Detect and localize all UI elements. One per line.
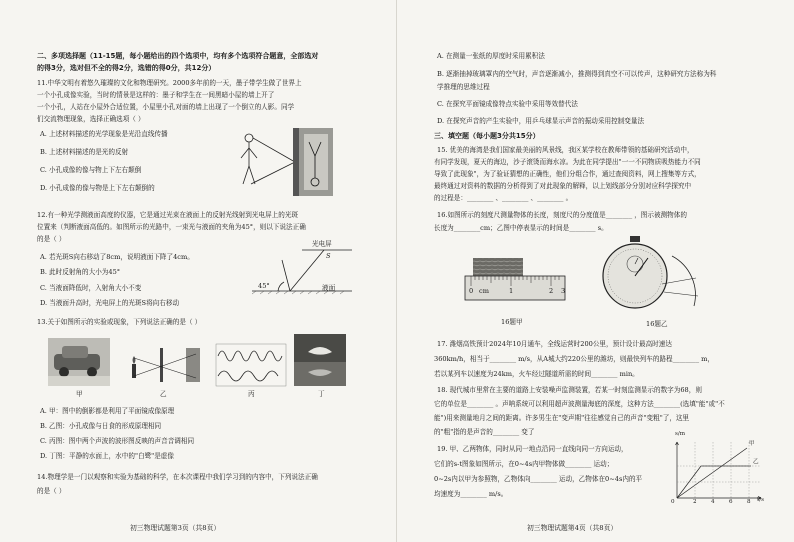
q13-option-c: C. 丙图：图中两个声波的波形图反映的声音音调相同 [40, 437, 195, 445]
fig16-ruler [465, 248, 575, 328]
fig16-ruler-label-2: 2 [549, 287, 554, 295]
q13-fig-b-image [126, 342, 204, 386]
fig12-surface-label: 液面 [322, 284, 336, 292]
fig19-tick-4: 4 [711, 499, 715, 505]
q11-stem-3: 一个小孔，人站在小屋外合适位置，小屋里小孔对面的墙上出现了一个倒立的人影。同学 [37, 103, 295, 111]
q11-stem-2: 一个小孔成像实验，当时的情景是这样的：墨子和学生在一间黑暗小屋的墙上开了 [37, 91, 275, 99]
q13-option-d: D. 丁图：平静的水面上，水中的"白鹭"是虚像 [40, 452, 174, 460]
section3-title: 三、填空题（每小题3分共15分） [434, 132, 540, 140]
right-page [397, 0, 794, 542]
fig19-x-axis-label: t/s [757, 497, 765, 503]
q13-option-b: B. 乙图：小孔成像与日食的形成原理相同 [40, 422, 162, 430]
fig13-label-d: 丁 [318, 390, 325, 398]
fig16-ruler-label-1: 1 [509, 287, 514, 295]
q12-option-a: A. 若光斑S向右移动了8cm，说明液面下降了4cm。 [40, 253, 194, 261]
fig16-caption-a: 16题甲 [501, 318, 523, 326]
q12-stem-3: 的是（ ） [37, 235, 66, 243]
q16-line-1: 16.如图所示的刻度尺测量物体的长度，刻度尺的分度值是________ ，图示被测物体的 [437, 211, 687, 219]
q13-fig-c-waves [216, 344, 286, 386]
fig19-tick-8: 8 [747, 499, 751, 505]
fig16-ruler-label-0: 0 [469, 287, 474, 295]
q15-line-1: 15. 优美的海湾是我们国家最美丽的风景线，我区某学校在教师带领的基础研究活动中， [437, 146, 694, 154]
fig19-series-yi-label: 乙 [753, 459, 759, 465]
fig19-y-axis-label: s/m [675, 431, 686, 437]
q11-stem-1: 11.中华文明有着悠久璀璨的文化和物理研究。2000多年前的一天，墨子带学生做了世界上 [37, 79, 302, 87]
q16-line-2: 长度为________cm；乙图中停表显示的时间是________ s。 [434, 224, 608, 232]
q11-option-b: B. 上述材料描述的是光的反射 [40, 148, 129, 156]
q18-line-1: 18. 现代城市里常在主要的道路上安装噪声监测装置，若某一时刻监测显示的数字为68，则 [437, 386, 702, 394]
q19-line-4: 均速度为________ m/s。 [434, 490, 508, 498]
section2-title: 二、多项选择题（11-15题，每小题给出的四个选项中，均有多个选项符合题意，全部选对 [37, 52, 319, 60]
q12-stem-2: 位置来（判断液面高低的。如图所示的光路中，一束光与液面的夹角为45°，则以下说法正确 [37, 223, 306, 231]
q17-line-2: 360km/h，相当于________ m/s，从A城大约220公里的潍坊，则最快列车的路程________ m， [434, 355, 714, 363]
fig16-ruler-label-3: 3 [561, 287, 566, 295]
q17-line-3: 若以某列车以速度为24km，火车经过隧道所需的时间________ min。 [434, 370, 639, 378]
q15-line-2: 有同学发现，夏天的海边，沙子滚烫而海水凉。为此在同学提出"一一不同物质吸热能力不同 [434, 158, 701, 166]
q11-option-d: D. 小孔成像的像与物是上下左右颠倒的 [40, 184, 155, 192]
q18-line-2: 它的单位是________ 。声呐系统可以利用超声波测量海底的深度，这种方法________(选填"能"或"不 [434, 400, 725, 408]
q12-reflection-figure [252, 240, 362, 300]
fig13-label-a: 甲 [76, 390, 83, 398]
q13-option-a: A. 甲：图中的倒影都是利用了平面镜成像原理 [40, 407, 175, 415]
fig12-screen-label: 光电屏 [312, 240, 332, 248]
q14-stem-2: 的是（ ） [37, 487, 66, 495]
q14-stem-1: 14.物理学是一门以观察和实验为基础的科学，在本次课程中我们学习到的内容中，下列说法正确 [37, 473, 318, 481]
q14-option-c: C. 在探究平面镜成像特点实验中采用等效替代法 [437, 100, 578, 108]
q19-line-1: 19. 甲、乙两物体，同时从同一地点沿同一直线向同一方向运动， [437, 445, 628, 453]
fig19-tick-2: 2 [693, 499, 697, 505]
q13-figures [48, 332, 358, 402]
q12-option-b: B. 此时反射角的大小为45° [40, 268, 121, 276]
fig12-s-label: S [326, 252, 331, 260]
q12-option-d: D. 当液面升高时，光电屏上的光斑S将向右移动 [40, 299, 180, 307]
q14-option-b-cont: 学推理的思维过程 [437, 83, 490, 91]
q13-stem: 13.关于如图所示的实验或现象，下列说法正确的是（ ） [37, 318, 202, 326]
q14-option-d: D. 在探究声音的产生实验中，用乒乓球显示声音的振动采用控制变量法 [437, 117, 645, 125]
q13-fig-d-image [294, 334, 346, 386]
q15-line-4: 最终通过对资料的数据的分析得到了对此现象的解释，以上划线部分分别对应科学探究中 [434, 182, 692, 190]
fig16-ruler-unit: cm [479, 287, 489, 295]
q12-option-c: C. 当液面降低时，入射角大小不变 [40, 284, 142, 292]
q18-line-3: 能")用来测量地月之间的距离。许多男生在"变声期"往往感觉自己的声音"变粗"了，这里 [434, 414, 690, 422]
q14-option-a: A. 在测量一张纸的厚度时采用累积法 [437, 52, 545, 60]
q15-line-5: 的过程是：________ 、________ 、________ 。 [434, 194, 573, 202]
fig19-tick-0: 0 [671, 499, 675, 505]
q19-line-3: 0~2s内以甲为参照物，乙物体向________ 运动，乙物体在0~4s内的平 [434, 475, 643, 483]
fig13-label-c: 丙 [248, 390, 255, 398]
section2-title-cont: 的得3分，选对但不全的得2分，选错的得0分，共12分） [37, 64, 216, 72]
q11-pinhole-figure [237, 128, 337, 198]
q12-stem-1: 12.有一种光学测液面高度的仪器，它是通过光束在液面上的反射光线射到光电屏上的光斑 [37, 211, 299, 219]
fig19-tick-6: 6 [729, 499, 733, 505]
fig12-angle-label: 45° [258, 282, 270, 290]
q15-line-3: 导致了此现象"，为了验证猜想的正确性，他们分组合作，通过查阅资料，网上搜集等方式， [434, 170, 701, 178]
fig13-label-b: 乙 [160, 390, 167, 398]
q11-option-a: A. 上述材料描述的光学现象是光沿直线传播 [40, 130, 168, 138]
left-page-footer: 初三物理试题第3页（共8页） [130, 524, 221, 532]
fig16-stopwatch [602, 236, 712, 332]
q14-option-b: B. 逐渐抽掉玻璃罩内的空气时，声音逐渐减小，推测得到真空不可以传声，这种研究方法称为科 [437, 70, 717, 78]
fig16-stopwatch-drawing [602, 236, 708, 316]
q13-fig-a-image [48, 338, 110, 386]
q17-line-1: 17. 潍烟高铁预计2024年10月通车，全线运营时200公里，预计设计最高时速达 [437, 340, 672, 348]
q19-line-2: 它们的s-t图象如图所示，在0~4s内甲物体做________ 运动； [434, 460, 614, 468]
fig19-series-jia-label: 甲 [749, 441, 755, 447]
right-page-footer: 初三物理试题第4页（共8页） [527, 524, 618, 532]
fig19-st-graph [665, 431, 765, 510]
q11-option-c: C. 小孔成像的像与物上下左右颠倒 [40, 166, 142, 174]
fig16-caption-b: 16题乙 [646, 320, 668, 328]
q18-line-4: 的"粗"指的是声音的________ 变了 [434, 428, 535, 436]
q11-stem-4: 们交流物理现象，选择正确选项（ ） [37, 115, 145, 123]
